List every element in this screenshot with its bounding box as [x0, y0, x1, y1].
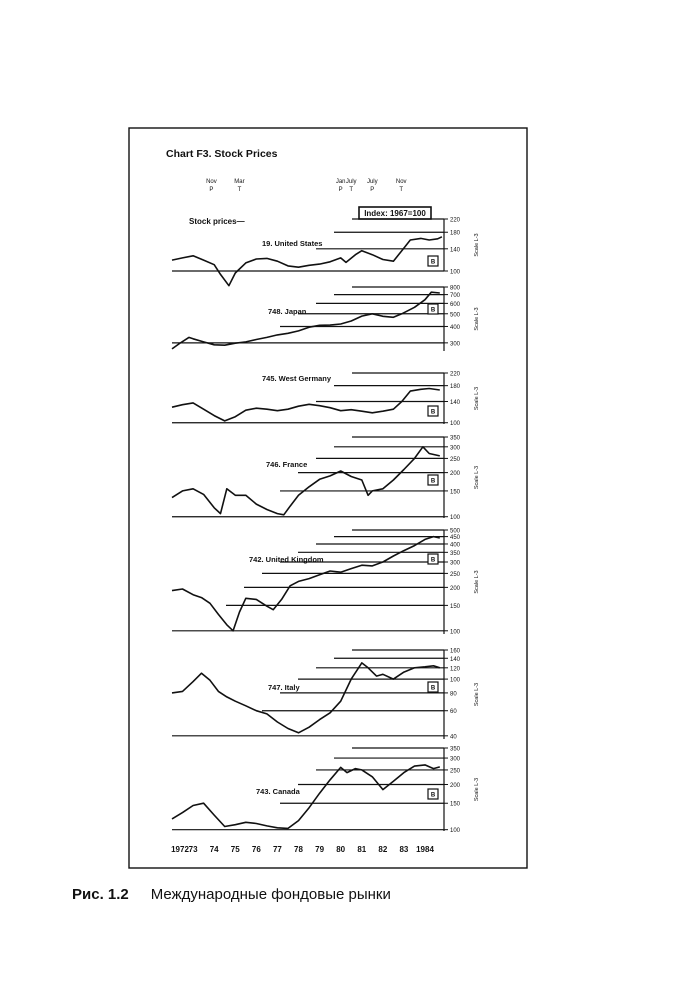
panel-scale-tick-label: 200 — [450, 782, 461, 789]
turning-point-month: Nov — [206, 179, 217, 185]
x-tick-label: 77 — [272, 845, 282, 854]
panel-scale-tick-label: 100 — [450, 269, 461, 276]
panel-box-label: B — [430, 259, 436, 266]
x-tick-label: 80 — [336, 845, 346, 854]
panel-series-line — [172, 447, 440, 515]
panel-scale-label: Scale L-3 — [474, 233, 480, 257]
panel-scale-tick-label: 250 — [450, 456, 461, 463]
panel-scale-tick-label: 250 — [450, 571, 461, 578]
panel-scale-tick-label: 200 — [450, 471, 461, 478]
panel-scale-tick-label: 80 — [450, 691, 457, 698]
panel-scale-tick-label: 100 — [450, 421, 461, 428]
panel-scale-tick-label: 300 — [450, 756, 461, 763]
panel-series-line — [172, 765, 440, 829]
panel-box-label: B — [430, 685, 436, 692]
x-tick-label: 1984 — [416, 845, 434, 854]
panel-scale-tick-label: 160 — [450, 648, 461, 655]
panel-scale-tick-label: 140 — [450, 656, 461, 663]
turning-point-type: T — [399, 187, 404, 193]
panel-scale-tick-label: 100 — [450, 515, 461, 522]
panel-box-label: B — [430, 409, 436, 416]
panel-box-label: B — [430, 792, 436, 799]
turning-point-month: July — [345, 179, 357, 185]
panel-scale-label: Scale L-3 — [474, 465, 480, 490]
panel-scale-tick-label: 300 — [450, 560, 461, 567]
x-tick-label: 1972 — [171, 845, 189, 854]
x-tick-label: 78 — [294, 845, 303, 854]
stock-prices-label: Stock prices— — [189, 217, 245, 226]
panel-scale-tick-label: 200 — [450, 585, 461, 592]
panel-scale-tick-label: 250 — [450, 768, 461, 775]
turning-point-type: P — [338, 187, 343, 193]
panel-scale-tick-label: 600 — [450, 301, 461, 308]
x-tick-label: 75 — [230, 845, 240, 854]
panel-box-label: B — [430, 557, 436, 564]
turning-point-month: Mar — [234, 179, 245, 185]
panel-scale-tick-label: 400 — [450, 542, 461, 549]
panel-series-line — [172, 389, 440, 421]
panel-scale-tick-label: 500 — [450, 312, 461, 319]
panel-scale-tick-label: 220 — [450, 217, 461, 224]
panel-scale-tick-label: 100 — [450, 629, 461, 636]
panel-scale-tick-label: 300 — [450, 341, 461, 348]
panel-series-name: 748. Japan — [268, 307, 307, 316]
panel-series-name: 745. West Germany — [262, 374, 332, 383]
x-tick-label: 79 — [315, 845, 325, 854]
panel-scale-tick-label: 150 — [450, 801, 461, 808]
panel-6 — [172, 649, 480, 741]
panel-series-line — [172, 537, 440, 631]
panel-scale-tick-label: 350 — [450, 550, 461, 557]
turning-point-type: T — [237, 187, 242, 193]
panel-scale-tick-label: 60 — [450, 709, 457, 716]
panel-series-name: 19. United States — [262, 239, 323, 248]
panel-series-line — [172, 663, 440, 733]
panel-scale-tick-label: 150 — [450, 489, 461, 496]
panel-scale-tick-label: 120 — [450, 666, 461, 673]
panel-box-label: B — [430, 478, 436, 485]
panel-series-line — [172, 292, 440, 349]
x-tick-label: 74 — [209, 845, 219, 854]
panel-series-name: 742. United Kingdom — [249, 555, 324, 564]
panel-scale-tick-label: 400 — [450, 324, 461, 331]
turning-point-type: P — [370, 187, 375, 193]
panel-scale-tick-label: 180 — [450, 230, 461, 237]
panel-5 — [172, 529, 480, 636]
panel-1 — [172, 218, 480, 286]
panel-2 — [172, 286, 480, 352]
panel-series-name: 747. Italy — [268, 683, 300, 692]
turning-point-month: July — [366, 179, 378, 185]
panel-box-label: B — [430, 307, 436, 314]
index-label: Index: 1967=100 — [364, 209, 426, 218]
panel-scale-tick-label: 500 — [450, 528, 461, 535]
figure-caption — [72, 886, 391, 903]
panel-scale-tick-label: 700 — [450, 293, 461, 300]
chart-frame — [129, 128, 527, 868]
panel-series-name: 743. Canada — [256, 787, 300, 796]
x-tick-label: 81 — [357, 845, 367, 854]
turning-point-type: P — [209, 187, 214, 193]
panel-scale-tick-label: 450 — [450, 535, 461, 542]
panel-3 — [172, 372, 480, 428]
x-tick-label: 83 — [399, 845, 409, 854]
panel-scale-tick-label: 40 — [450, 734, 457, 741]
panel-scale-tick-label: 350 — [450, 746, 461, 753]
turning-point-month: Jan — [335, 179, 346, 185]
panel-scale-tick-label: 180 — [450, 384, 461, 391]
panel-series-name: 746. France — [266, 460, 308, 469]
x-tick-label: 82 — [378, 845, 388, 854]
turning-point-month: Nov — [395, 179, 407, 185]
panel-4 — [172, 436, 480, 522]
panel-scale-label: Scale L-3 — [474, 682, 480, 707]
panel-scale-label: Scale L-3 — [474, 307, 480, 331]
turning-point-type: T — [349, 187, 354, 193]
panel-scale-tick-label: 100 — [450, 828, 461, 835]
panel-scale-label: Scale L-3 — [474, 777, 480, 802]
caption-text: Международные фондовые рынки — [150, 886, 391, 903]
panel-scale-tick-label: 350 — [450, 435, 461, 442]
panel-7 — [172, 747, 480, 835]
caption-number: Рис. 1.2 — [72, 886, 129, 903]
panel-scale-tick-label: 220 — [450, 371, 461, 378]
panel-scale-tick-label: 800 — [450, 285, 461, 292]
panel-scale-label: Scale L-3 — [474, 570, 480, 594]
panel-scale-tick-label: 140 — [450, 247, 461, 254]
panel-scale-tick-label: 300 — [450, 445, 461, 452]
panel-scale-label: Scale L-3 — [474, 386, 480, 411]
panel-scale-tick-label: 140 — [450, 400, 461, 407]
chart-title: Chart F3. Stock Prices — [166, 148, 278, 160]
x-tick-label: 73 — [188, 845, 198, 854]
panel-scale-tick-label: 100 — [450, 677, 461, 684]
x-tick-label: 76 — [251, 845, 261, 854]
panel-scale-tick-label: 150 — [450, 603, 461, 610]
